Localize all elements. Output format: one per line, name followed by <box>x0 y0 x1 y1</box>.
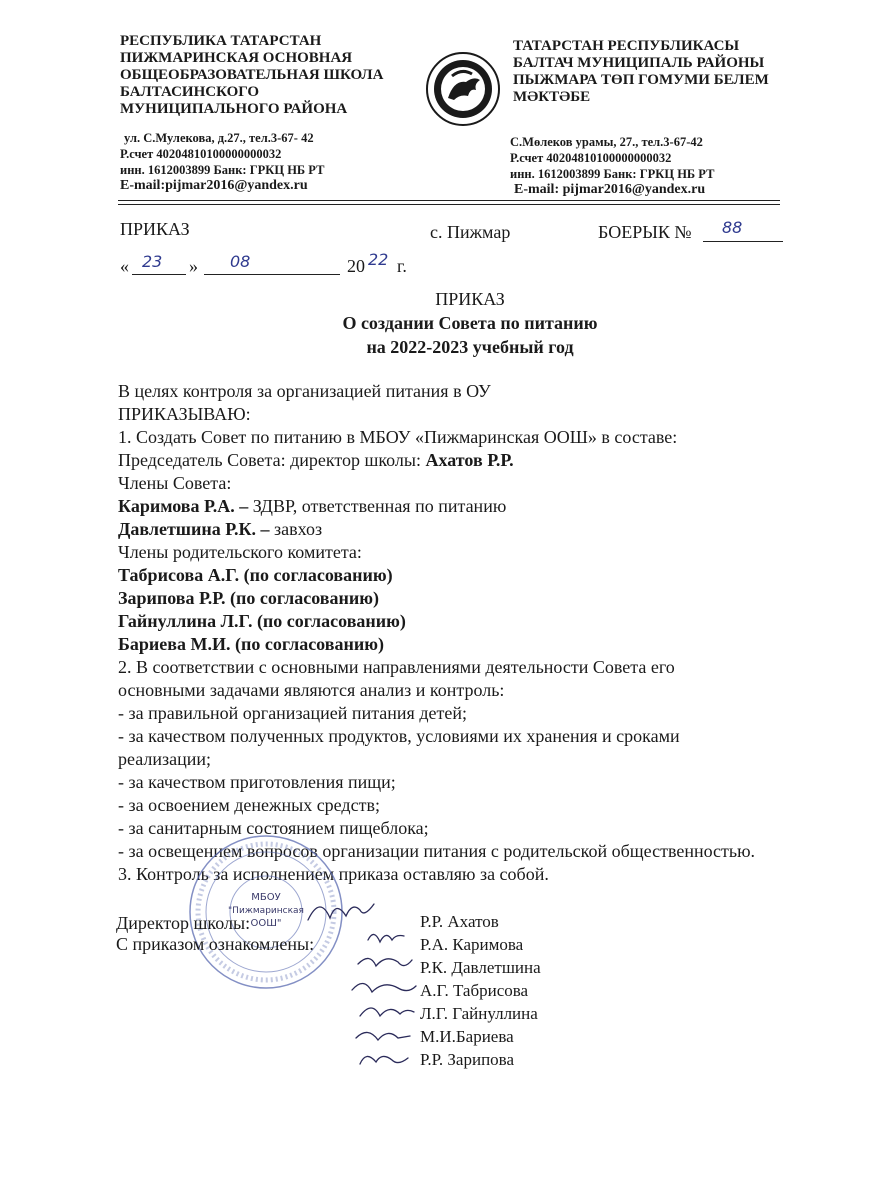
order-place: с. Пижмар <box>430 222 511 242</box>
header-right-address: С.Мөлеков урамы, 27., тел.3-67-42 <box>510 135 703 149</box>
header-left-line: РЕСПУБЛИКА ТАТАРСТАН <box>120 33 322 49</box>
members-label: Члены Совета: <box>118 473 232 493</box>
signature-names <box>420 910 541 1071</box>
signatory-name: Р.Р. Зарипова <box>420 1050 515 1069</box>
date-year-end: г. <box>397 256 407 276</box>
director-label: Директор школы: <box>116 913 251 933</box>
date-close-quote: » <box>189 256 198 276</box>
member-line <box>118 495 755 518</box>
header-right-email: E-mail: pijmar2016@yandex.ru <box>514 182 706 197</box>
task-line: - за санитарным состоянием пищеблока; <box>118 818 429 838</box>
parent-member: Бариева М.И. (по согласованию) <box>118 634 384 654</box>
header-left-line: БАЛТАСИНСКОГО <box>120 84 260 100</box>
header-divider <box>118 200 780 201</box>
date-month: 08 <box>230 252 251 271</box>
header-divider <box>118 204 780 205</box>
order-word: ПРИКАЗЫВАЮ: <box>118 404 251 424</box>
coat-of-arms-emblem <box>424 50 502 128</box>
emblem-icon <box>424 50 502 128</box>
header-left-line: ОБЩЕОБРАЗОВАТЕЛЬНАЯ ШКОЛА <box>120 67 384 83</box>
date-day: 23 <box>142 252 163 271</box>
item-1: 1. Создать Совет по питанию в МБОУ «Пижмаринская ООШ» в составе: <box>118 427 678 447</box>
signatory-name: Р.К. Давлетшина <box>420 958 541 977</box>
document-subject: О создании Совета по питанию <box>342 313 598 333</box>
header-left-contacts <box>120 130 440 194</box>
header-right <box>513 38 833 106</box>
task-line: - за освещением вопросов организации питания с родительской общественностью. <box>118 841 756 861</box>
date-year-prefix: 20 <box>347 256 365 276</box>
signatory-name: А.Г. Табрисова <box>420 981 529 1000</box>
task-line: - за качеством полученных продуктов, условиями их хранения и сроками <box>118 726 680 746</box>
task-line: - за освоением денежных средств; <box>118 795 380 815</box>
body-text <box>118 380 755 886</box>
signatory-name: М.И.Бариева <box>420 1027 514 1046</box>
header-right-line: БАЛТАЧ МУНИЦИПАЛЬ РАЙОНЫ <box>513 55 765 71</box>
order-boeryk-label: БОЕРЫК № <box>598 222 692 242</box>
member-name: Давлетшина Р.К. – <box>118 519 275 539</box>
header-right-line: МӘКТӘБЕ <box>513 89 591 105</box>
parents-label: Члены родительского комитета: <box>118 542 362 562</box>
task-line: реализации; <box>118 749 211 769</box>
header-left <box>120 33 440 118</box>
item-2-line: 2. В соответствии с основными направлениями деятельности Совета его <box>118 657 675 677</box>
header-right-line: ТАТАРСТАН РЕСПУБЛИКАСЫ <box>513 38 740 54</box>
header-left-line: ПИЖМАРИНСКАЯ ОСНОВНАЯ <box>120 50 353 66</box>
header-left-account: Р.счет 40204810100000000032 <box>120 147 282 161</box>
signatory-name: Р.А. Каримова <box>420 935 524 954</box>
intro-line: В целях контроля за организацией питания в ОУ <box>118 381 491 401</box>
date-open-quote: « <box>120 256 129 276</box>
member-name: Каримова Р.А. – <box>118 496 253 516</box>
signatory-name: Р.Р. Ахатов <box>420 912 499 931</box>
parent-member: Гайнуллина Л.Г. (по согласованию) <box>118 611 406 631</box>
header-left-line: МУНИЦИПАЛЬНОГО РАЙОНА <box>120 101 348 117</box>
parent-member: Зарипова Р.Р. (по согласованию) <box>118 588 379 608</box>
header-left-email: E-mail:pijmar2016@yandex.ru <box>120 178 308 193</box>
stamp-text: МБОУ <box>251 892 281 903</box>
order-label: ПРИКАЗ <box>120 219 190 239</box>
handwritten-signatures <box>300 890 430 1080</box>
parent-member: Табрисова А.Г. (по согласованию) <box>118 565 393 585</box>
header-right-account: Р.счет 40204810100000000032 <box>510 151 672 165</box>
header-right-line: ПЫЖМАРА ТӨП ГОМУМИ БЕЛЕМ <box>513 72 769 88</box>
order-number: 88 <box>722 218 743 237</box>
header-right-inn-bank: инн. 1612003899 Банк: ГРКЦ НБ РТ <box>510 167 715 181</box>
document-subject-year: на 2022-2023 учебный год <box>366 337 574 357</box>
signatory-name: Л.Г. Гайнуллина <box>420 1004 538 1023</box>
header-left-address: ул. С.Мулекова, д.27., тел.3-67- 42 <box>124 131 314 145</box>
chair-label: Председатель Совета: директор школы: <box>118 450 426 470</box>
date-day-line <box>132 274 186 275</box>
acquainted-label: С приказом ознакомлены: <box>116 934 315 954</box>
item-2-line: основными задачами являются анализ и контроль: <box>118 680 505 700</box>
task-line: - за правильной организацией питания детей; <box>118 703 467 723</box>
date-year-suffix: 22 <box>368 250 389 269</box>
task-line: - за качеством приготовления пищи; <box>118 772 396 792</box>
item-3: 3. Контроль за исполнением приказа оставляю за собой. <box>118 864 549 884</box>
document-title: ПРИКАЗ <box>435 289 505 309</box>
stamp-text: ООШ" <box>250 918 282 929</box>
stamp-text: "Пижмаринская <box>228 906 304 916</box>
header-left-inn-bank: инн. 1612003899 Банк: ГРКЦ НБ РТ <box>120 163 325 177</box>
member-role: ЗДВР, ответственная по питанию <box>252 496 507 516</box>
member-role: завхоз <box>274 519 323 539</box>
header-right-contacts <box>510 134 830 198</box>
order-number-line <box>703 241 783 242</box>
signature-scribbles-icon <box>300 890 430 1080</box>
date-month-line <box>204 274 340 275</box>
member-line <box>118 518 755 541</box>
chair-name: Ахатов Р.Р. <box>425 450 514 470</box>
chair-line <box>118 449 755 472</box>
